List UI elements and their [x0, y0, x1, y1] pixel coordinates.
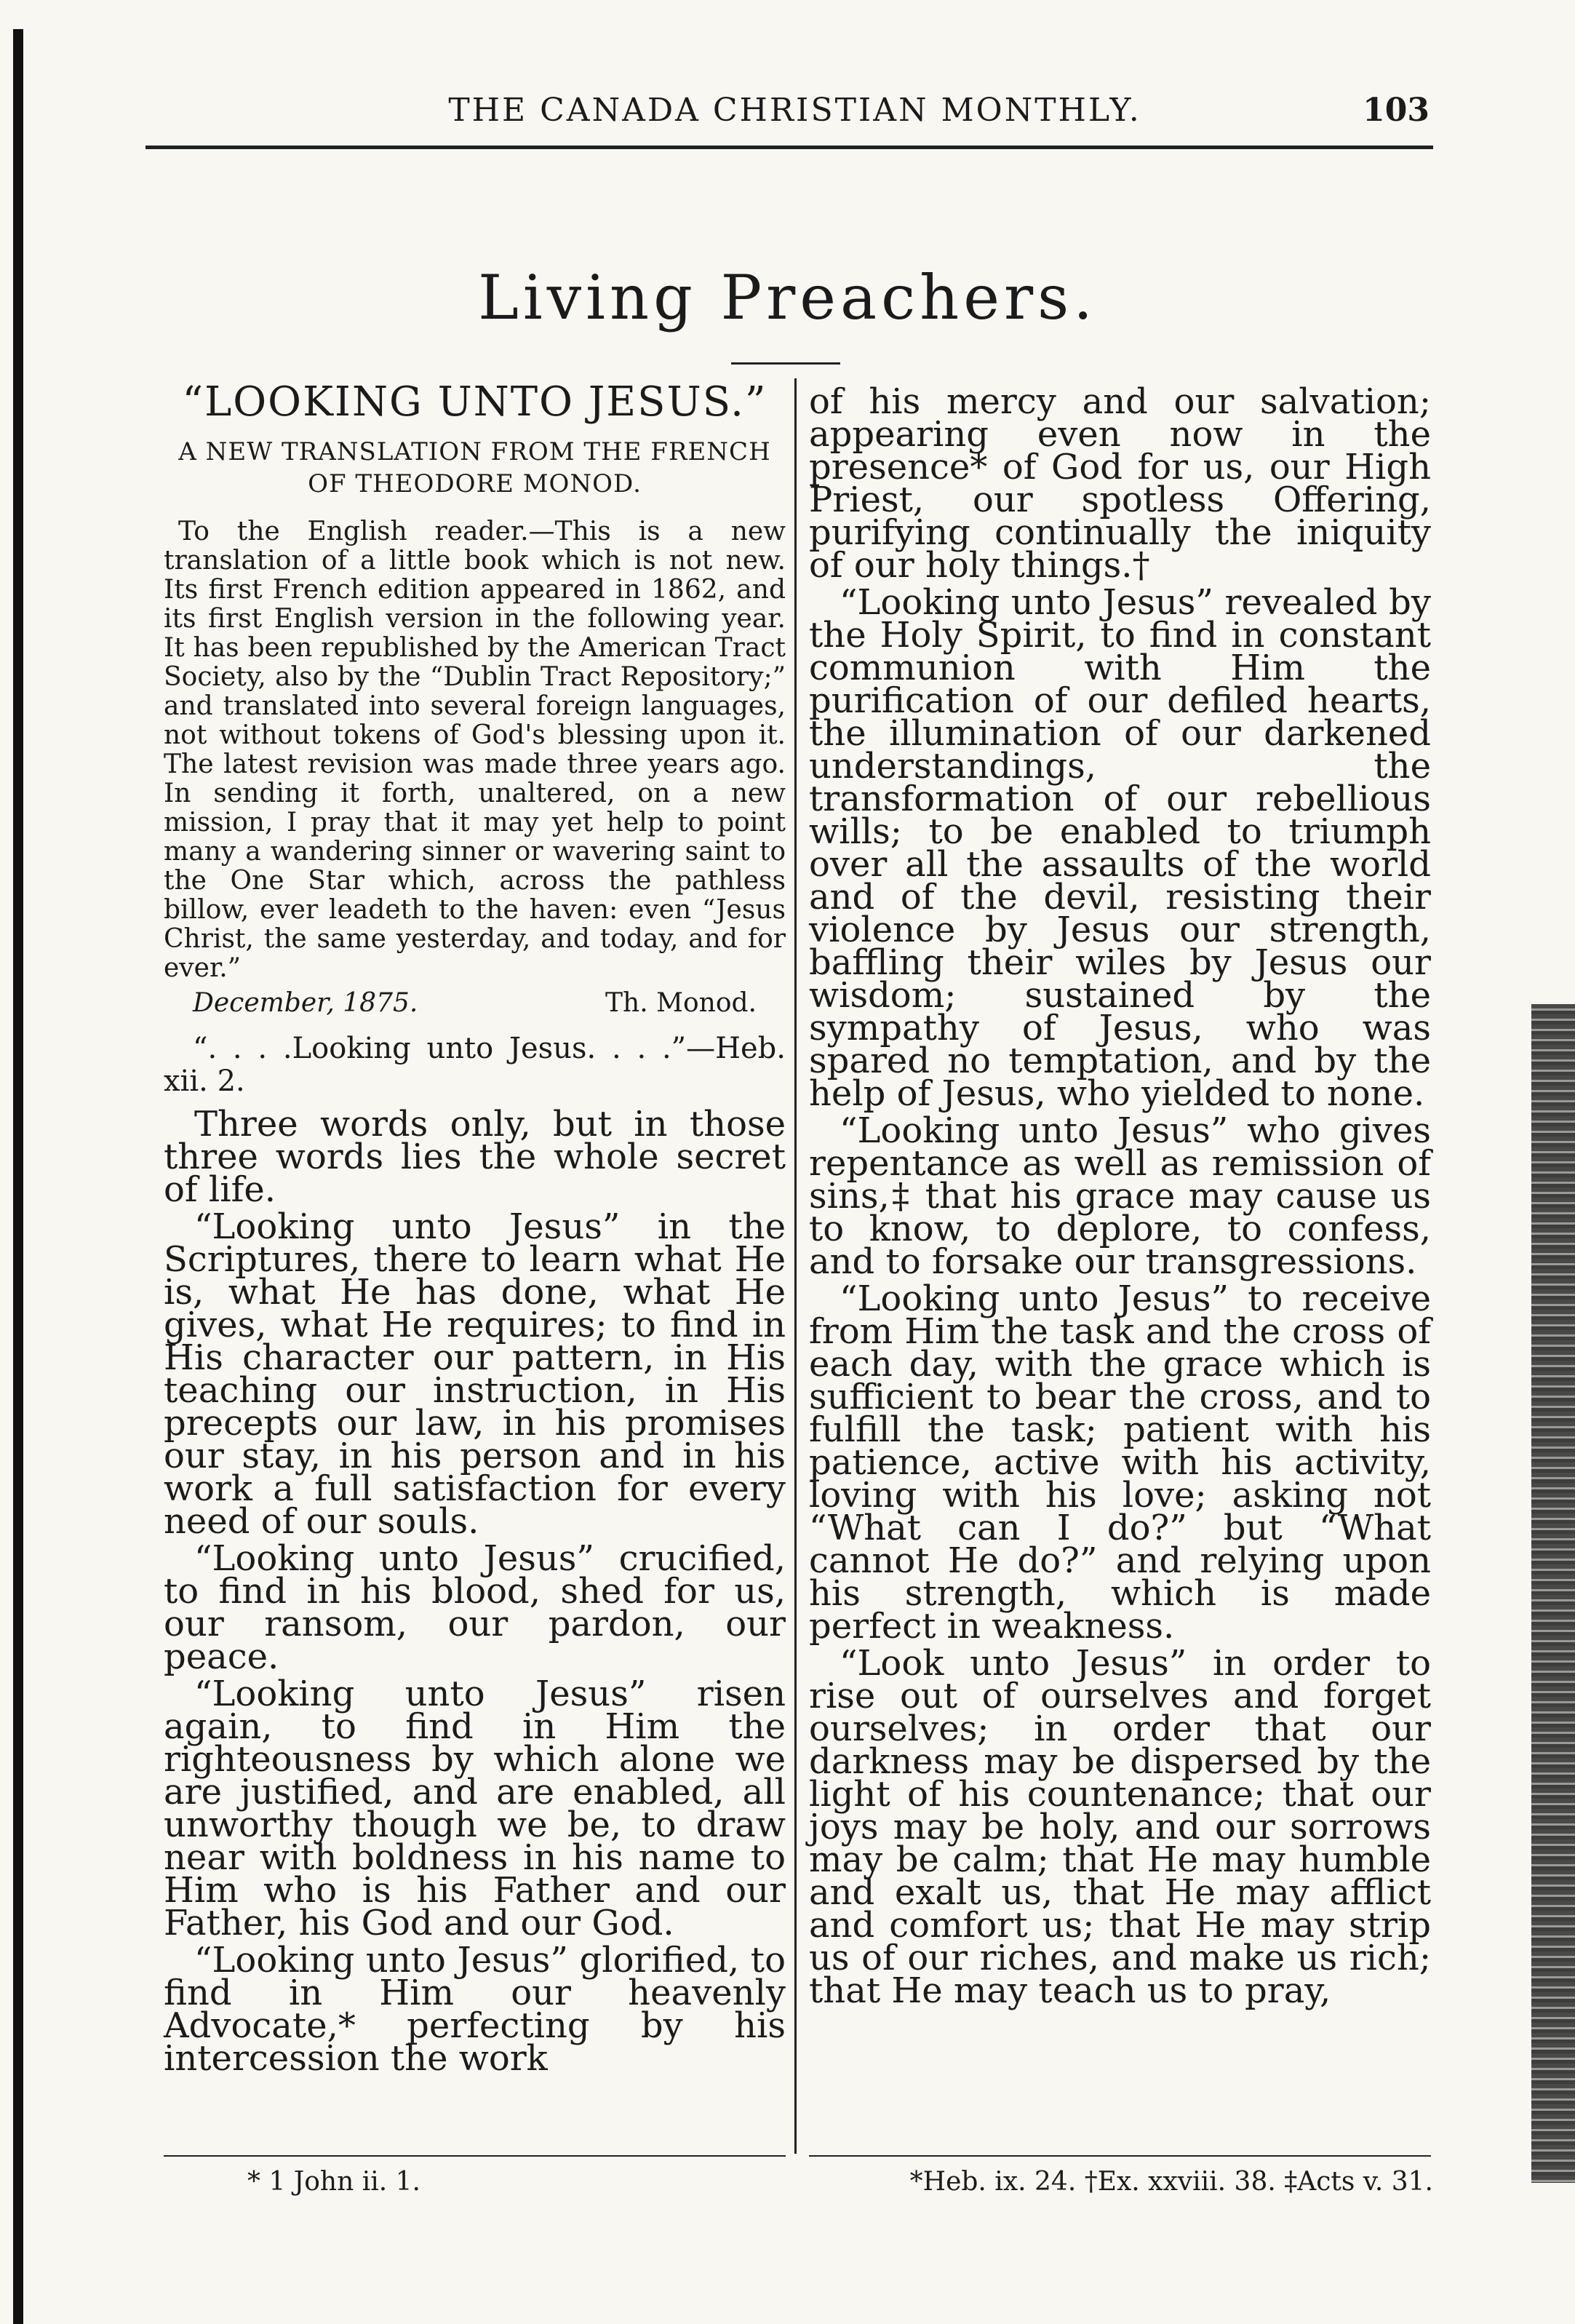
right-column: [809, 381, 1431, 2012]
page-number: 103: [1363, 92, 1430, 129]
paragraph: “Looking unto Jesus” risen again, to find in Him the righteousness by which alone we are justified, and are enabled, all unworthy though we be, to draw near with boldness in his name to Him who is his Father and our Father, his God and our God.: [164, 1674, 786, 1943]
preface-note: To the English reader.—This is a new translation of a little book which is not new. Its first French edition appeared in 1862, and its first English version in the following year. It has been republished by the American Tract Society, also by the “Dublin Tract Repository;” and translated into several foreign languages, not without tokens of God's blessing upon it. The latest revision was made three years ago. In sending it forth, unaltered, on a new mission, I pray that it may yet help to point many a wandering sinner or wavering saint to the One Star which, across the pathless billow, ever leadeth to the haven: even “Jesus Christ, the same yesterday, and today, and for ever.”: [164, 517, 786, 983]
paragraph: “Looking unto Jesus” glorified, to find in Him our heavenly Advocate,* perfecting by his intercession the work: [164, 1940, 786, 2079]
paragraph: “Look unto Jesus” in order to rise out of ourselves and forget ourselves; in order that our darkness may be dispersed by the light of his countenance; that our joys may be holy, and our sorrows may be calm; that He may humble and exalt us, that He may afflict and comfort us; that He may strip us of our riches, and make us rich; that He may teach us to pray,: [809, 1643, 1431, 2011]
paragraph: “Looking unto Jesus” in the Scriptures, there to learn what He is, what He has done, what He gives, what He requires; to find in His character our pattern, in His teaching our instruction, in His precepts our law, in his promises our stay, in his person and in his work a full satisfaction for every need of our souls.: [164, 1206, 786, 1542]
footnote-rule-left: [164, 2155, 786, 2157]
header-rule: [145, 146, 1433, 149]
paragraph: “Looking unto Jesus” crucified, to find in his blood, shed for us, our ransom, our pardon, our peace.: [164, 1538, 786, 1677]
paragraph: of his mercy and our salvation; appearing even now in the presence* of God for us, our High Priest, our spotless Offering, purifying continually the iniquity of our holy things.†: [809, 381, 1431, 586]
article-title: “LOOKING UNTO JESUS.”: [182, 378, 767, 426]
paragraph: Three words only, but in those three words lies the whole secret of life.: [164, 1104, 786, 1210]
title-underline: [731, 362, 840, 365]
paragraph: “Looking unto Jesus” revealed by the Holy Spirit, to find in constant communion with Him the purification of our defiled hearts, the illumination of our darkened understandings, the transformation of our rebellious wills; to be enabled to triumph over all the assaults of the world and of the devil, resisting their violence by Jesus our strength, baffling their wiles by Jesus our wisdom; sustained by the sympathy of Jesus, who was spared no temptation, and by the help of Jesus, who yielded to none.: [809, 582, 1431, 1114]
footnote-left: * 1 John ii. 1.: [247, 2167, 420, 2197]
left-column: [164, 378, 786, 2080]
epigraph: “. . . .Looking unto Jesus. . . .”—Heb. xii. 2.: [164, 1032, 786, 1098]
paragraph: “Looking unto Jesus” to receive from Him the task and the cross of each day, with the grace which is sufficient to bear the cross, and to fulfill the task; patient with his patience, active with his activity, loving with his love; asking not “What can I do?” but “What cannot He do?” and relying upon his strength, which is made perfect in weakness.: [809, 1278, 1431, 1647]
page-edge-shadow: [1531, 1004, 1575, 2183]
journal-title: THE CANADA CHRISTIAN MONTHLY.: [448, 92, 1141, 129]
footnote-right: *Heb. ix. 24. †Ex. xxviii. 38. ‡Acts v. 31.: [909, 2167, 1433, 2197]
preface-signature-line: [164, 987, 786, 1019]
binding-edge: [13, 29, 23, 2324]
section-title: Living Preachers.: [478, 262, 1097, 333]
running-head: [160, 87, 1430, 146]
article-subtitle: A NEW TRANSLATION FROM THE FRENCH OF THEODORE MONOD.: [178, 437, 771, 498]
column-divider: [794, 378, 797, 2154]
preface-signature: Th. Monod.: [605, 988, 757, 1018]
paragraph: “Looking unto Jesus” who gives repentance as well as remission of sins,‡ that his grace may cause us to know, to deplore, to confess, and to forsake our transgressions.: [809, 1110, 1431, 1282]
footnote-rule-right: [809, 2155, 1431, 2157]
preface-date: December, 1875.: [193, 988, 418, 1018]
